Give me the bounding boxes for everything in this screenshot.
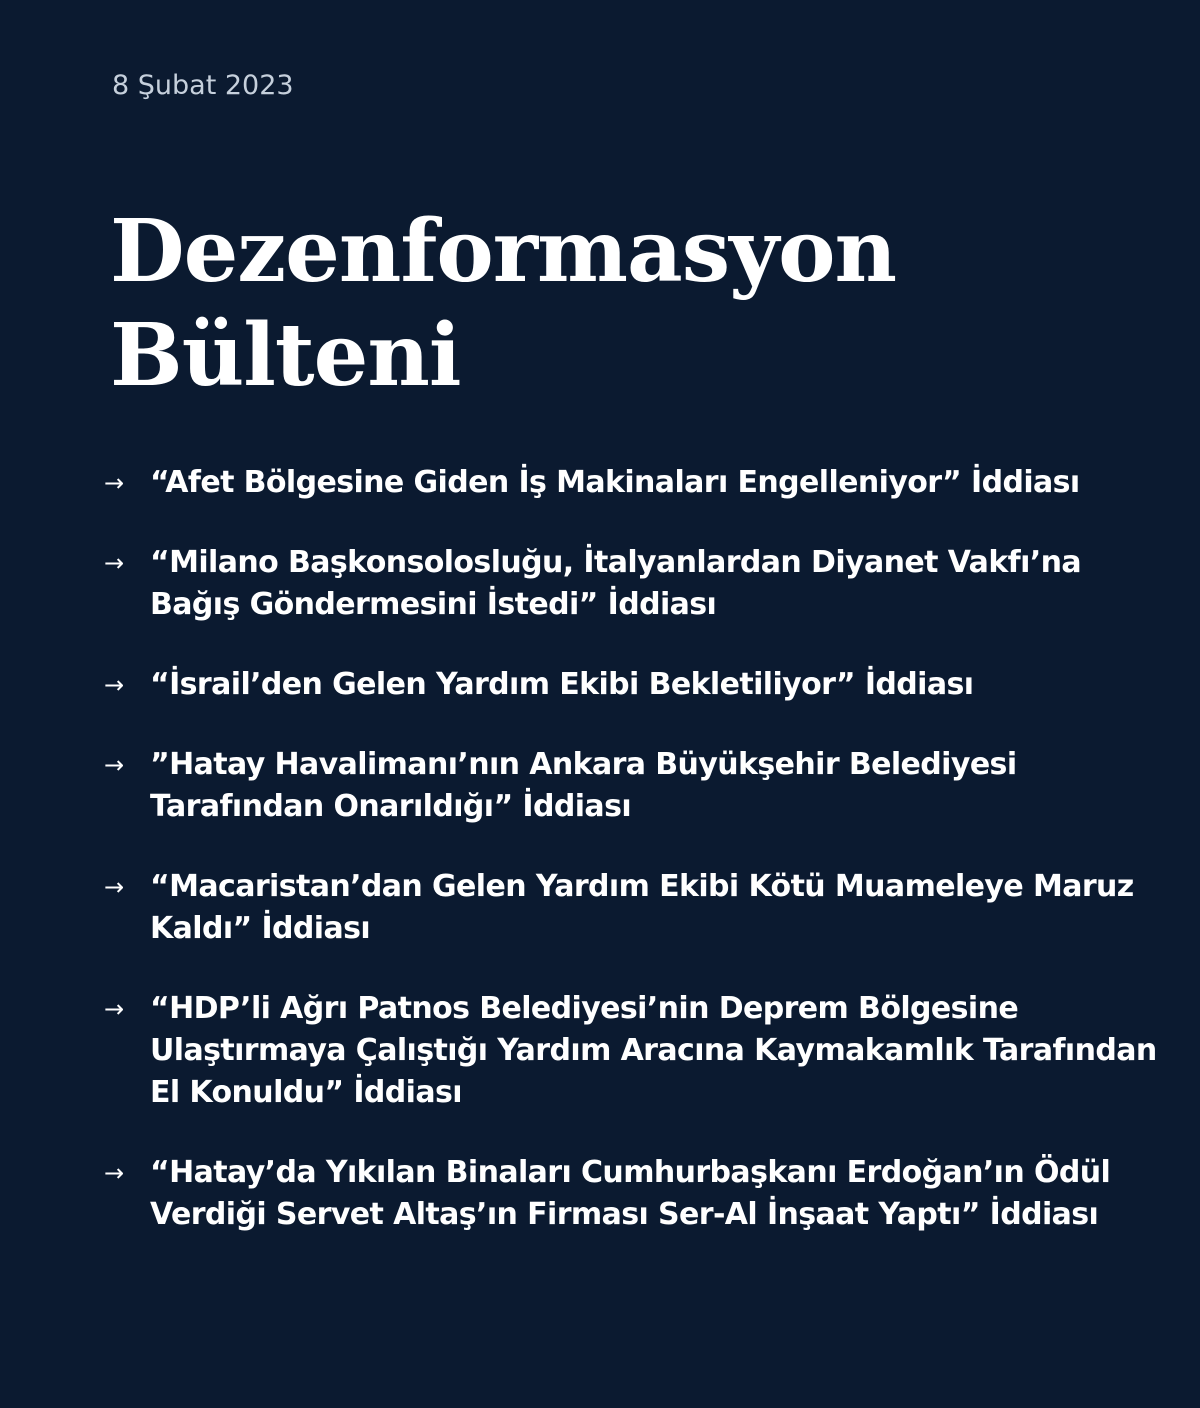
claim-title[interactable]: “Hatay’da Yıkılan Binaları Cumhurbaşkanı Erdoğan’ın Ödül Verdiği Servet Altaş’ın Firması Ser-Al İnşaat Yaptı” İddiası bbox=[150, 1155, 1111, 1232]
claim-title[interactable]: “İsrail’den Gelen Yardım Ekibi Bekletiliyor” İddiası bbox=[150, 667, 974, 702]
claims-list bbox=[104, 462, 1164, 1274]
claim-title[interactable]: “HDP’li Ağrı Patnos Belediyesi’nin Deprem Bölgesine Ulaştırmaya Çalıştığı Yardım Aracına Kaymakamlık Tarafından El Konuldu” İddiası bbox=[150, 991, 1157, 1110]
arrow-right-icon: → bbox=[104, 1159, 125, 1187]
arrow-right-icon: → bbox=[104, 751, 125, 779]
claim-title[interactable]: “Macaristan’dan Gelen Yardım Ekibi Kötü Muameleye Maruz Kaldı” İddiası bbox=[150, 869, 1134, 946]
list-item[interactable] bbox=[104, 988, 1164, 1114]
arrow-right-icon: → bbox=[104, 873, 125, 901]
arrow-right-icon: → bbox=[104, 469, 125, 497]
claim-title[interactable]: “Milano Başkonsolosluğu, İtalyanlardan Diyanet Vakfı’na Bağış Göndermesini İstedi” İddiası bbox=[150, 545, 1082, 622]
list-item[interactable] bbox=[104, 664, 1164, 706]
claim-title[interactable]: “Afet Bölgesine Giden İş Makinaları Engelleniyor” İddiası bbox=[150, 465, 1080, 500]
page-title bbox=[110, 200, 896, 408]
list-item[interactable] bbox=[104, 542, 1164, 626]
list-item[interactable] bbox=[104, 1152, 1164, 1236]
list-item[interactable] bbox=[104, 462, 1164, 504]
list-item[interactable] bbox=[104, 866, 1164, 950]
arrow-right-icon: → bbox=[104, 549, 125, 577]
title-line-1: Dezenformasyon bbox=[110, 201, 897, 302]
bulletin-date: 8 Şubat 2023 bbox=[112, 70, 294, 101]
arrow-right-icon: → bbox=[104, 671, 125, 699]
list-item[interactable] bbox=[104, 744, 1164, 828]
arrow-right-icon: → bbox=[104, 995, 125, 1023]
title-line-2: Bülteni bbox=[110, 305, 461, 406]
claim-title[interactable]: ”Hatay Havalimanı’nın Ankara Büyükşehir Belediyesi Tarafından Onarıldığı” İddiası bbox=[150, 747, 1017, 824]
